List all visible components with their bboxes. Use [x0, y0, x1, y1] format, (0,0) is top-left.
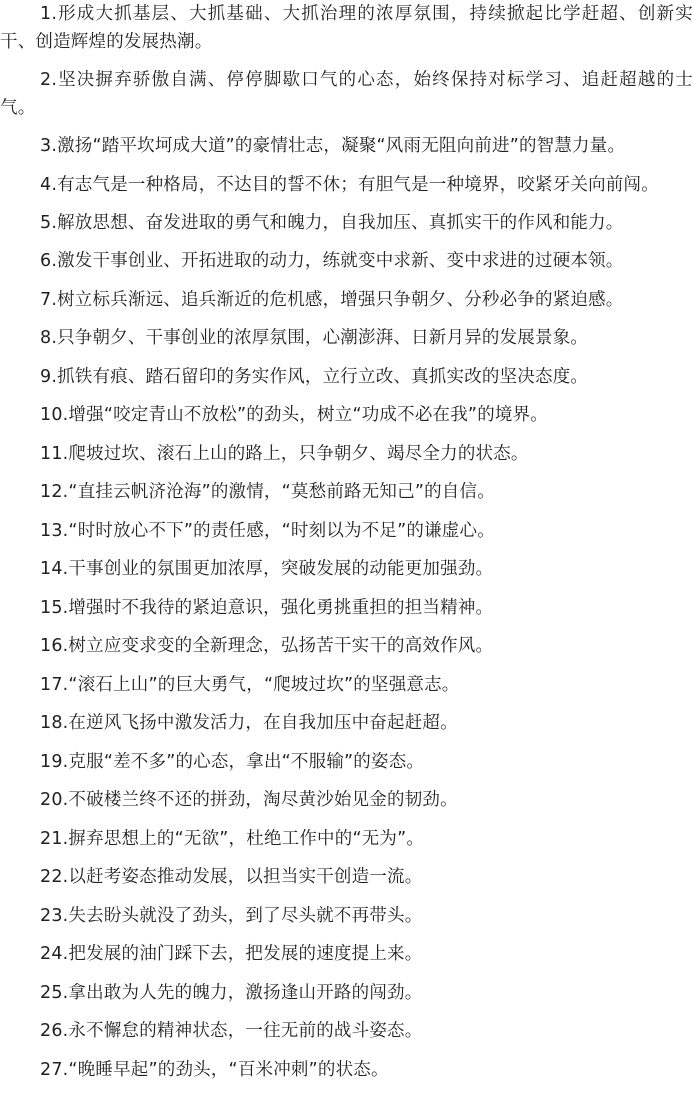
list-item: 8.只争朝夕、干事创业的浓厚氛围，心潮澎湃、日新月异的发展景象。 [40, 328, 589, 348]
list-item: 21.摒弃思想上的“无欲”，杜绝工作中的“无为”。 [40, 828, 425, 849]
list-item: 5.解放思想、奋发进取的勇气和魄力，自我加压、真抓实干的作风和能力。 [40, 212, 624, 233]
list-item: 1.形成大抓基层、大抓基础、大抓治理的浓厚氛围，持续掀起比学赶超、创新实干、创造辉煌的发展热潮。 [0, 4, 693, 52]
list-item: 11.爬坡过坎、滚石上山的路上，只争朝夕、竭尽全力的状态。 [40, 443, 529, 464]
list-item: 19.克服“差不多”的心态，拿出“不服输”的姿态。 [40, 751, 425, 772]
list-item: 16.树立应变求变的全新理念，弘扬苦干实干的高效作风。 [40, 636, 494, 656]
list-item: 17.“滚石上山”的巨大勇气，“爬坡过坎”的坚强意志。 [40, 674, 460, 695]
list-item: 13.“时时放心不下”的责任感，“时刻以为不足”的谦虚心。 [40, 520, 495, 541]
list-item: 2.坚决摒弃骄傲自满、停停脚歇口气的心态，始终保持对标学习、追赶超越的士气。 [0, 70, 693, 118]
list-item: 24.把发展的油门踩下去，把发展的速度提上来。 [40, 944, 423, 964]
list-item: 6.激发干事创业、开拓进取的动力，练就变中求新、变中求进的过硬本领。 [40, 251, 624, 271]
list-item: 10.增强“咬定青山不放松”的劲头，树立“功成不必在我”的境界。 [40, 405, 548, 425]
list-item: 14.干事创业的氛围更加浓厚，突破发展的动能更加强劲。 [40, 559, 494, 579]
list-item: 7.树立标兵渐远、追兵渐近的危机感，增强只争朝夕、分秒必争的紧迫感。 [40, 289, 624, 310]
list-item: 26.永不懈怠的精神状态，一往无前的战斗姿态。 [40, 1021, 423, 1041]
list-item: 4.有志气是一种格局，不达目的誓不休；有胆气是一种境界，咬紧牙关向前闯。 [40, 174, 659, 195]
list-item: 3.激扬“踏平坎坷成大道”的豪情壮志，凝聚“风雨无阻向前进”的智慧力量。 [40, 136, 626, 156]
list-item: 25.拿出敢为人先的魄力，激扬逢山开路的闯劲。 [40, 982, 423, 1003]
list-item: 27.“晚睡早起”的劲头，“百米冲刺”的状态。 [40, 1059, 389, 1080]
list-item: 23.失去盼头就没了劲头，到了尽头就不再带头。 [40, 905, 423, 926]
list-item: 22.以赶考姿态推动发展，以担当实干创造一流。 [40, 867, 423, 887]
list-item: 12.“直挂云帆济沧海”的激情，“莫愁前路无知己”的自信。 [40, 482, 495, 502]
list-item: 20.不破楼兰终不还的拼劲，淘尽黄沙始见金的韧劲。 [40, 790, 458, 810]
list-item: 9.抓铁有痕、踏石留印的务实作风，立行立改、真抓实改的坚决态度。 [40, 366, 589, 387]
list-item: 18.在逆风飞扬中激发活力，在自我加压中奋起赶超。 [40, 713, 458, 733]
list-item: 15.增强时不我待的紧迫意识，强化勇挑重担的担当精神。 [40, 597, 494, 618]
